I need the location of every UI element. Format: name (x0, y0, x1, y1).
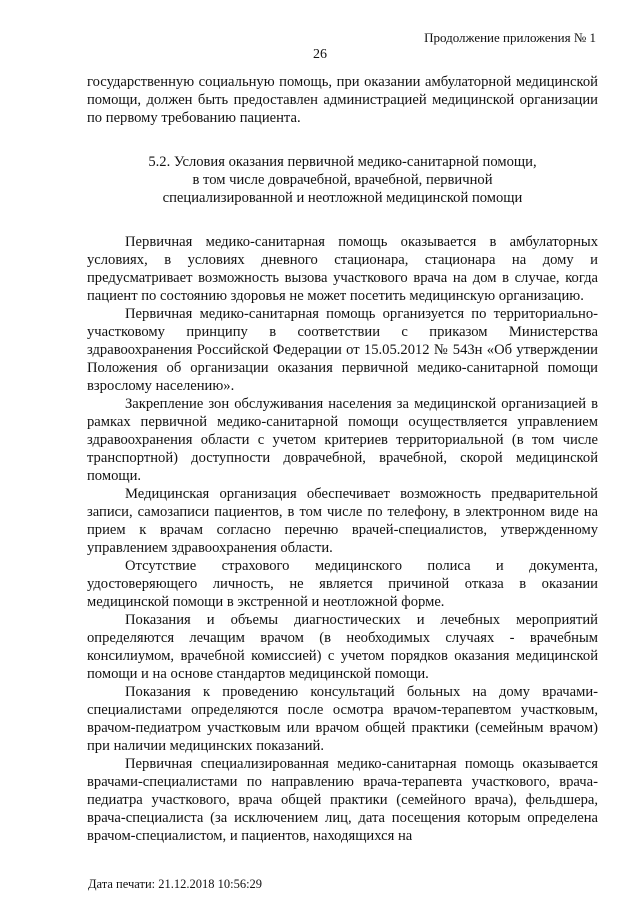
section-heading-line: 5.2. Условия оказания первичной медико-санитарной помощи, (148, 154, 537, 170)
section-heading-line: специализированной и неотложной медицинской помощи (162, 190, 523, 206)
appendix-continuation-note: Продолжение приложения № 1 (424, 30, 596, 45)
paragraph: Показания к проведению консультаций больных на дому врачами-специалистами определяются после осмотра врачом-терапевтом участковым, врачом-педиатром участковым или врачом общей практики (семейным врачом) при наличии медицинских показаний. (87, 684, 598, 754)
paragraph: Первичная специализированная медико-санитарная помощь оказывается врачами-специалистами по направлению врача-терапевта участкового, врача-педиатра участкового, врача общей практики (семейного врача), фельдшера, врача-специалиста (за исключением лиц, дата посещения которым определена врачом-специалистом, и пациентов, находящихся на (87, 756, 598, 844)
section-heading (87, 153, 598, 207)
paragraph: Первичная медико-санитарная помощь организуется по территориально-участковому принципу в соответствии с приказом Министерства здравоохранения Российской Федерации от 15.05.2012 № 543н «Об утверждении Положения об организации оказания первичной медико-санитарной помощи взрослому населению». (87, 306, 598, 394)
paragraph: Медицинская организация обеспечивает возможность предварительной записи, самозаписи пациентов, в том числе по телефону, в электронном виде на прием к врачам согласно перечню врачей-специалистов, утвержденному управлением здравоохранения области. (87, 486, 598, 556)
paragraph: Показания и объемы диагностических и лечебных мероприятий определяются лечащим врачом (в необходимых случаях - врачебным консилиумом, врачебной комиссией) с учетом порядков оказания медицинской помощи и на основе стандартов медицинской помощи. (87, 612, 598, 682)
paragraph: Отсутствие страхового медицинского полиса и документа, удостоверяющего личность, не является причиной отказа в оказании медицинской помощи в экстренной и неотложной форме. (87, 558, 598, 610)
document-body (87, 73, 598, 845)
section-heading-line: в том числе доврачебной, врачебной, первичной (192, 172, 493, 188)
intro-paragraph: государственную социальную помощь, при оказании амбулаторной медицинской помощи, должен быть предоставлен администрацией медицинской организации по первому требованию пациента. (87, 74, 598, 126)
paragraph: Закрепление зон обслуживания населения за медицинской организацией в рамках первичной медико-санитарной помощи осуществляется управлением здравоохранения области с учетом критериев территориальной (в том числе транспортной) доступности доврачебной, врачебной, скорой медицинской помощи. (87, 396, 598, 484)
page-number: 26 (313, 47, 327, 62)
print-date: Дата печати: 21.12.2018 10:56:29 (88, 877, 263, 891)
paragraph: Первичная медико-санитарная помощь оказывается в амбулаторных условиях, в условиях дневного стационара, стационара на дому и предусматривает возможность вызова участкового врача на дом в случае, когда пациент по состоянию здоровья не может посетить медицинскую организацию. (87, 234, 598, 304)
